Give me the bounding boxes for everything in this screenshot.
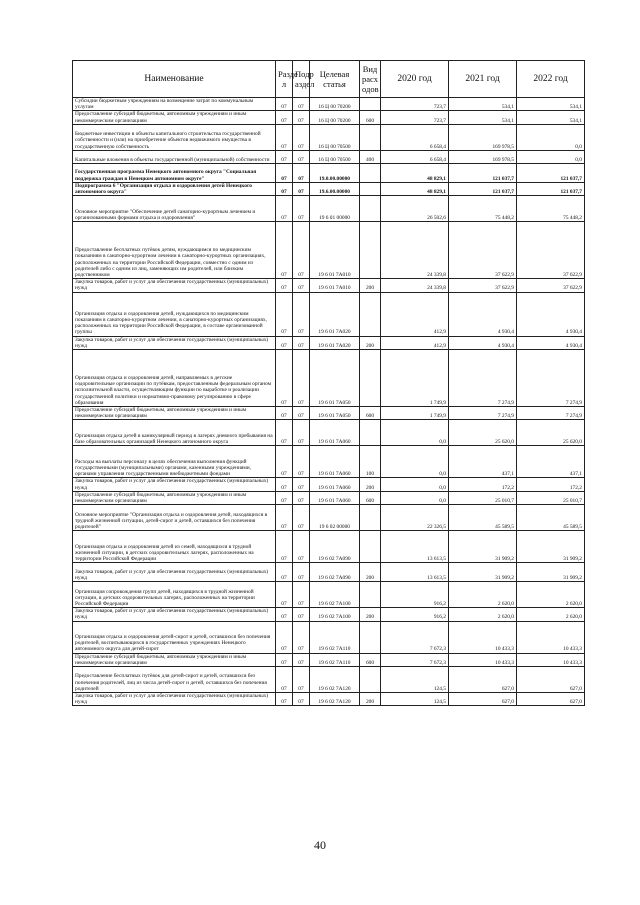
cell-2020: 26 502,6: [381, 196, 449, 222]
cell-exptype: [360, 98, 381, 111]
table-row: [73, 621, 585, 653]
cell-target: 19 6 02 7А120: [310, 667, 360, 693]
cell-subsection: 07: [293, 163, 310, 182]
cell-subsection: 07: [293, 582, 310, 608]
cell-exptype: 600: [360, 407, 381, 420]
table-row: [73, 563, 585, 582]
cell-section: 07: [276, 124, 293, 150]
cell-target: 19 6 01 7А010: [310, 279, 360, 292]
cell-subsection: 07: [293, 350, 310, 407]
cell-target: 19 6 02 00000: [310, 505, 360, 531]
cell-name: Организация сопровождения групп детей, находящихся в трудной жизненной ситуации, в детских оздоровительных лагерях, расположенных на территории Российской Федерации: [73, 582, 276, 608]
table-row: [73, 98, 585, 111]
cell-target: 19 6 01 7А010: [310, 222, 360, 279]
cell-target: 19 6 01 7А050: [310, 407, 360, 420]
cell-2022: 7 274,9: [517, 407, 585, 420]
table-row: [73, 222, 585, 279]
table-row: [73, 350, 585, 407]
cell-subsection: 07: [293, 621, 310, 653]
header-target: Целевая статья: [310, 61, 360, 98]
cell-name: Закупка товаров, работ и услуг для обеспечения государственных (муниципальных) нужд: [73, 563, 276, 582]
cell-name: Государственная программа Ненецкого автономного округа "Социальная поддержка граждан в Ненецком автономном округе": [73, 163, 276, 182]
cell-subsection: 07: [293, 150, 310, 163]
cell-subsection: 07: [293, 124, 310, 150]
cell-target: 19 6 02 7А120: [310, 693, 360, 706]
cell-target: 19 6 02 7А100: [310, 582, 360, 608]
cell-2021: 45 589,5: [449, 505, 517, 531]
cell-exptype: [360, 182, 381, 195]
cell-2020: 13 613,5: [381, 563, 449, 582]
cell-exptype: [360, 505, 381, 531]
cell-subsection: 07: [293, 563, 310, 582]
cell-section: 07: [276, 182, 293, 195]
cell-name: Подпрограмма 6 "Организация отдыха и оздоровления детей Ненецкого автономного округа": [73, 182, 276, 195]
cell-target: 19 6 01 7А020: [310, 336, 360, 349]
cell-2021: 172,2: [449, 478, 517, 491]
cell-exptype: [360, 531, 381, 563]
cell-2020: 412,9: [381, 292, 449, 336]
cell-subsection: 07: [293, 667, 310, 693]
cell-subsection: 07: [293, 420, 310, 446]
table-row: [73, 420, 585, 446]
cell-target: 16 Ц 00 70200: [310, 98, 360, 111]
cell-2022: 534,1: [517, 98, 585, 111]
cell-name: Предоставление бесплатных путёвок для детей-сирот и детей, оставшихся без попечения родителей, лиц из числа детей-сирот и детей, оставшихся без попечения родителей: [73, 667, 276, 693]
cell-exptype: 200: [360, 279, 381, 292]
cell-subsection: 07: [293, 478, 310, 491]
table-row: [73, 491, 585, 504]
cell-2020: 0,0: [381, 478, 449, 491]
cell-name: Предоставление субсидий бюджетным, автономным учреждениям и иным некоммерческим организациям: [73, 111, 276, 124]
cell-subsection: 07: [293, 608, 310, 621]
cell-section: 07: [276, 693, 293, 706]
cell-section: 07: [276, 98, 293, 111]
budget-table: [72, 60, 585, 706]
cell-exptype: 600: [360, 111, 381, 124]
cell-section: 07: [276, 621, 293, 653]
cell-name: Организация отдыха и оздоровления детей, направляемых в детские оздоровительные организации по путёвкам, предоставленным федеральным органом исполнительной власти, осуществляющим функции по выработке и реализации государственной политики и нормативно-правовому регулированию в сфере образования: [73, 350, 276, 407]
cell-2021: 37 622,9: [449, 222, 517, 279]
cell-target: 19 6 01 7А060: [310, 478, 360, 491]
cell-target: 19 6 01 7А060: [310, 491, 360, 504]
cell-2020: 22 326,5: [381, 505, 449, 531]
cell-name: Предоставление субсидий бюджетным, автономным учреждениям и иным некоммерческим организациям: [73, 653, 276, 666]
cell-2022: 627,0: [517, 667, 585, 693]
cell-section: 07: [276, 279, 293, 292]
cell-target: 19 6 02 7А110: [310, 653, 360, 666]
cell-2021: 534,1: [449, 98, 517, 111]
cell-exptype: [360, 196, 381, 222]
cell-exptype: [360, 292, 381, 336]
cell-exptype: [360, 621, 381, 653]
cell-2022: 7 274,9: [517, 350, 585, 407]
cell-section: 07: [276, 407, 293, 420]
cell-2022: 0,0: [517, 124, 585, 150]
cell-2020: 0,0: [381, 446, 449, 478]
cell-2020: 13 613,5: [381, 531, 449, 563]
cell-target: 16 Ц 00 70500: [310, 124, 360, 150]
cell-2020: 124,5: [381, 693, 449, 706]
cell-2022: 10 433,3: [517, 621, 585, 653]
cell-2022: 437,1: [517, 446, 585, 478]
cell-exptype: 100: [360, 446, 381, 478]
cell-exptype: 400: [360, 150, 381, 163]
cell-exptype: [360, 667, 381, 693]
cell-2022: 4 930,4: [517, 336, 585, 349]
cell-target: 19 6 01 7А060: [310, 420, 360, 446]
cell-2022: 37 622,9: [517, 222, 585, 279]
cell-2020: 124,5: [381, 667, 449, 693]
cell-exptype: [360, 163, 381, 182]
cell-section: 07: [276, 150, 293, 163]
cell-2021: 169 978,5: [449, 124, 517, 150]
cell-section: 07: [276, 336, 293, 349]
cell-2021: 169 978,5: [449, 150, 517, 163]
cell-subsection: 07: [293, 693, 310, 706]
cell-name: Закупка товаров, работ и услуг для обеспечения государственных (муниципальных) нужд: [73, 279, 276, 292]
cell-2020: 1 749,9: [381, 407, 449, 420]
table-row: [73, 478, 585, 491]
cell-2021: 627,0: [449, 693, 517, 706]
table-row: [73, 505, 585, 531]
cell-2021: 75 448,2: [449, 196, 517, 222]
cell-2021: 10 433,3: [449, 653, 517, 666]
table-row: [73, 608, 585, 621]
cell-2022: 172,2: [517, 478, 585, 491]
cell-2020: 24 339,8: [381, 222, 449, 279]
cell-section: 07: [276, 163, 293, 182]
table-header-row: [73, 61, 585, 98]
table-row: [73, 163, 585, 182]
table-row: [73, 124, 585, 150]
cell-2020: 6 658,4: [381, 150, 449, 163]
cell-exptype: 200: [360, 608, 381, 621]
cell-2020: 916,2: [381, 582, 449, 608]
cell-2021: 7 274,9: [449, 407, 517, 420]
cell-2022: 121 037,7: [517, 163, 585, 182]
cell-subsection: 07: [293, 196, 310, 222]
cell-2021: 534,1: [449, 111, 517, 124]
cell-2022: 0,0: [517, 150, 585, 163]
cell-2021: 2 620,0: [449, 608, 517, 621]
cell-name: Капитальные вложения в объекты государственной (муниципальной) собственности: [73, 150, 276, 163]
table-row: [73, 582, 585, 608]
cell-2020: 0,0: [381, 420, 449, 446]
cell-2022: 45 589,5: [517, 505, 585, 531]
cell-name: Предоставление субсидий бюджетным, автономным учреждениям и иным некоммерческим организациям: [73, 491, 276, 504]
cell-2022: 2 620,0: [517, 582, 585, 608]
table-row: [73, 667, 585, 693]
cell-2020: 412,9: [381, 336, 449, 349]
table-row: [73, 693, 585, 706]
cell-section: 07: [276, 653, 293, 666]
cell-2020: 1 749,9: [381, 350, 449, 407]
cell-exptype: 200: [360, 478, 381, 491]
cell-name: Закупка товаров, работ и услуг для обеспечения государственных (муниципальных) нужд: [73, 608, 276, 621]
table-row: [73, 407, 585, 420]
table-row: [73, 531, 585, 563]
cell-subsection: 07: [293, 98, 310, 111]
cell-subsection: 07: [293, 336, 310, 349]
header-name: Наименование: [73, 61, 276, 98]
cell-2022: 75 448,2: [517, 196, 585, 222]
header-section: Разде л: [276, 61, 293, 98]
cell-section: 07: [276, 563, 293, 582]
cell-target: 19 6 02 7А090: [310, 531, 360, 563]
cell-2021: 7 274,9: [449, 350, 517, 407]
cell-section: 07: [276, 667, 293, 693]
cell-2020: 48 829,1: [381, 182, 449, 195]
cell-2022: 31 909,2: [517, 531, 585, 563]
cell-2021: 121 037,7: [449, 163, 517, 182]
header-2020: 2020 год: [381, 61, 449, 98]
table-row: [73, 336, 585, 349]
cell-2022: 25 010,7: [517, 491, 585, 504]
cell-exptype: 200: [360, 336, 381, 349]
cell-exptype: 200: [360, 693, 381, 706]
cell-2020: 48 829,1: [381, 163, 449, 182]
cell-2021: 31 909,2: [449, 563, 517, 582]
cell-exptype: 200: [360, 563, 381, 582]
cell-subsection: 07: [293, 279, 310, 292]
cell-2020: 7 672,3: [381, 653, 449, 666]
table-row: [73, 446, 585, 478]
cell-name: Организация отдыха и оздоровления детей из семей, находящихся в трудной жизненной ситуации, в детских оздоровительных лагерях, расположенных на территории Российской Федерации: [73, 531, 276, 563]
table-row: [73, 292, 585, 336]
cell-2022: 4 930,4: [517, 292, 585, 336]
cell-section: 07: [276, 350, 293, 407]
cell-section: 07: [276, 478, 293, 491]
cell-2020: 916,2: [381, 608, 449, 621]
cell-2021: 437,1: [449, 446, 517, 478]
cell-subsection: 07: [293, 653, 310, 666]
table-row: [73, 196, 585, 222]
cell-target: 16 Ц 00 70200: [310, 111, 360, 124]
table-row: [73, 111, 585, 124]
cell-2020: 24 339,8: [381, 279, 449, 292]
table-body: [73, 98, 585, 706]
cell-section: 07: [276, 292, 293, 336]
cell-name: Субсидии бюджетным учреждениям на возмещение затрат по коммунальным услугам: [73, 98, 276, 111]
cell-subsection: 07: [293, 292, 310, 336]
cell-section: 07: [276, 196, 293, 222]
cell-section: 07: [276, 582, 293, 608]
cell-2021: 4 930,4: [449, 336, 517, 349]
cell-section: 07: [276, 111, 293, 124]
cell-2021: 10 433,3: [449, 621, 517, 653]
cell-2021: 31 909,2: [449, 531, 517, 563]
cell-name: Предоставление бесплатных путёвок детям, нуждающимся по медицинским показаниям в санаторно-курортном лечении в санаторно-курортных организациях, расположенных на территории Российской Федерации, совместно с одним из родителей либо с одним из лиц, заменяющих им родителей, или близким родственником: [73, 222, 276, 279]
cell-2020: 0,0: [381, 491, 449, 504]
cell-2020: 7 672,3: [381, 621, 449, 653]
cell-subsection: 07: [293, 222, 310, 279]
cell-exptype: [360, 350, 381, 407]
cell-2022: 534,1: [517, 111, 585, 124]
cell-target: 19 6 01 00000: [310, 196, 360, 222]
cell-name: Расходы на выплаты персоналу в целях обеспечения выполнения функций государственными (муниципальными) органами, казенными учреждениями, органами управления государственными внебюджетными фондами: [73, 446, 276, 478]
header-subsection: Подр аздел: [293, 61, 310, 98]
cell-section: 07: [276, 491, 293, 504]
table-row: [73, 150, 585, 163]
cell-name: Основное мероприятие "Обеспечение детей санаторно-курортным лечением и организованными формами отдыха и оздоровления": [73, 196, 276, 222]
cell-2021: 627,0: [449, 667, 517, 693]
cell-2022: 31 909,2: [517, 563, 585, 582]
cell-section: 07: [276, 505, 293, 531]
cell-2021: 2 620,0: [449, 582, 517, 608]
cell-exptype: [360, 420, 381, 446]
cell-target: 19 6 02 7А100: [310, 608, 360, 621]
cell-section: 07: [276, 531, 293, 563]
budget-page: [72, 60, 584, 706]
table-row: [73, 279, 585, 292]
cell-name: Бюджетные инвестиции в объекты капитального строительства государственной собственности и (или) на приобретение объектов недвижимого имущества в государственную собственность: [73, 124, 276, 150]
cell-2020: 6 658,4: [381, 124, 449, 150]
cell-2020: 723,7: [381, 111, 449, 124]
cell-target: 19 6 01 7А020: [310, 292, 360, 336]
cell-2021: 121 037,7: [449, 182, 517, 195]
cell-name: Организация отдыха и оздоровления детей-сирот и детей, оставшихся без попечения родителей, воспитывающихся в государственных учреждениях Ненецкого автономного округа для детей-сирот: [73, 621, 276, 653]
table-row: [73, 182, 585, 195]
cell-exptype: 600: [360, 491, 381, 504]
cell-2022: 627,0: [517, 693, 585, 706]
cell-2021: 37 622,9: [449, 279, 517, 292]
cell-2022: 2 620,0: [517, 608, 585, 621]
page-number: 40: [314, 838, 326, 852]
header-2022: 2022 год: [517, 61, 585, 98]
cell-name: Организация отдыха и оздоровления детей, нуждающихся по медицинским показаниям в санаторно-курортном лечении, в санаторно-курортных организациях, расположенных на территории Российской Федерации, в составе организованной группы: [73, 292, 276, 336]
cell-2022: 10 433,3: [517, 653, 585, 666]
cell-name: Основное мероприятие "Организация отдыха и оздоровления детей, находящихся в трудной жизненной ситуации, детей-сирот и детей, оставшихся без попечения родителей": [73, 505, 276, 531]
cell-2021: 25 620,0: [449, 420, 517, 446]
cell-target: 16 Ц 00 70500: [310, 150, 360, 163]
cell-name: Закупка товаров, работ и услуг для обеспечения государственных (муниципальных) нужд: [73, 478, 276, 491]
header-exptype: Вид расх одов: [360, 61, 381, 98]
cell-exptype: [360, 222, 381, 279]
cell-name: Закупка товаров, работ и услуг для обеспечения государственных (муниципальных) нужд: [73, 693, 276, 706]
cell-2021: 25 010,7: [449, 491, 517, 504]
cell-target: 19 6 01 7А060: [310, 446, 360, 478]
cell-exptype: [360, 582, 381, 608]
cell-2022: 25 620,0: [517, 420, 585, 446]
cell-subsection: 07: [293, 446, 310, 478]
cell-name: Закупка товаров, работ и услуг для обеспечения государственных (муниципальных) нужд: [73, 336, 276, 349]
cell-subsection: 07: [293, 182, 310, 195]
cell-subsection: 07: [293, 531, 310, 563]
cell-target: 19.6.00.00000: [310, 182, 360, 195]
cell-2022: 37 622,9: [517, 279, 585, 292]
cell-name: Организация отдыха детей в каникулярный период в лагерях дневного пребывания на базе образовательных организаций Ненецкого автономного округа: [73, 420, 276, 446]
cell-2021: 4 930,4: [449, 292, 517, 336]
cell-section: 07: [276, 222, 293, 279]
cell-exptype: [360, 124, 381, 150]
cell-target: 19 6 02 7А090: [310, 563, 360, 582]
cell-subsection: 07: [293, 111, 310, 124]
cell-name: Предоставление субсидий бюджетным, автономным учреждениям и иным некоммерческим организациям: [73, 407, 276, 420]
cell-subsection: 07: [293, 505, 310, 531]
cell-2020: 723,7: [381, 98, 449, 111]
cell-section: 07: [276, 608, 293, 621]
header-2021: 2021 год: [449, 61, 517, 98]
table-row: [73, 653, 585, 666]
cell-target: 19 6 01 7А050: [310, 350, 360, 407]
cell-target: 19.0.00.00000: [310, 163, 360, 182]
cell-section: 07: [276, 420, 293, 446]
cell-section: 07: [276, 446, 293, 478]
cell-subsection: 07: [293, 491, 310, 504]
cell-subsection: 07: [293, 407, 310, 420]
cell-target: 19 6 02 7А110: [310, 621, 360, 653]
cell-exptype: 600: [360, 653, 381, 666]
cell-2022: 121 037,7: [517, 182, 585, 195]
